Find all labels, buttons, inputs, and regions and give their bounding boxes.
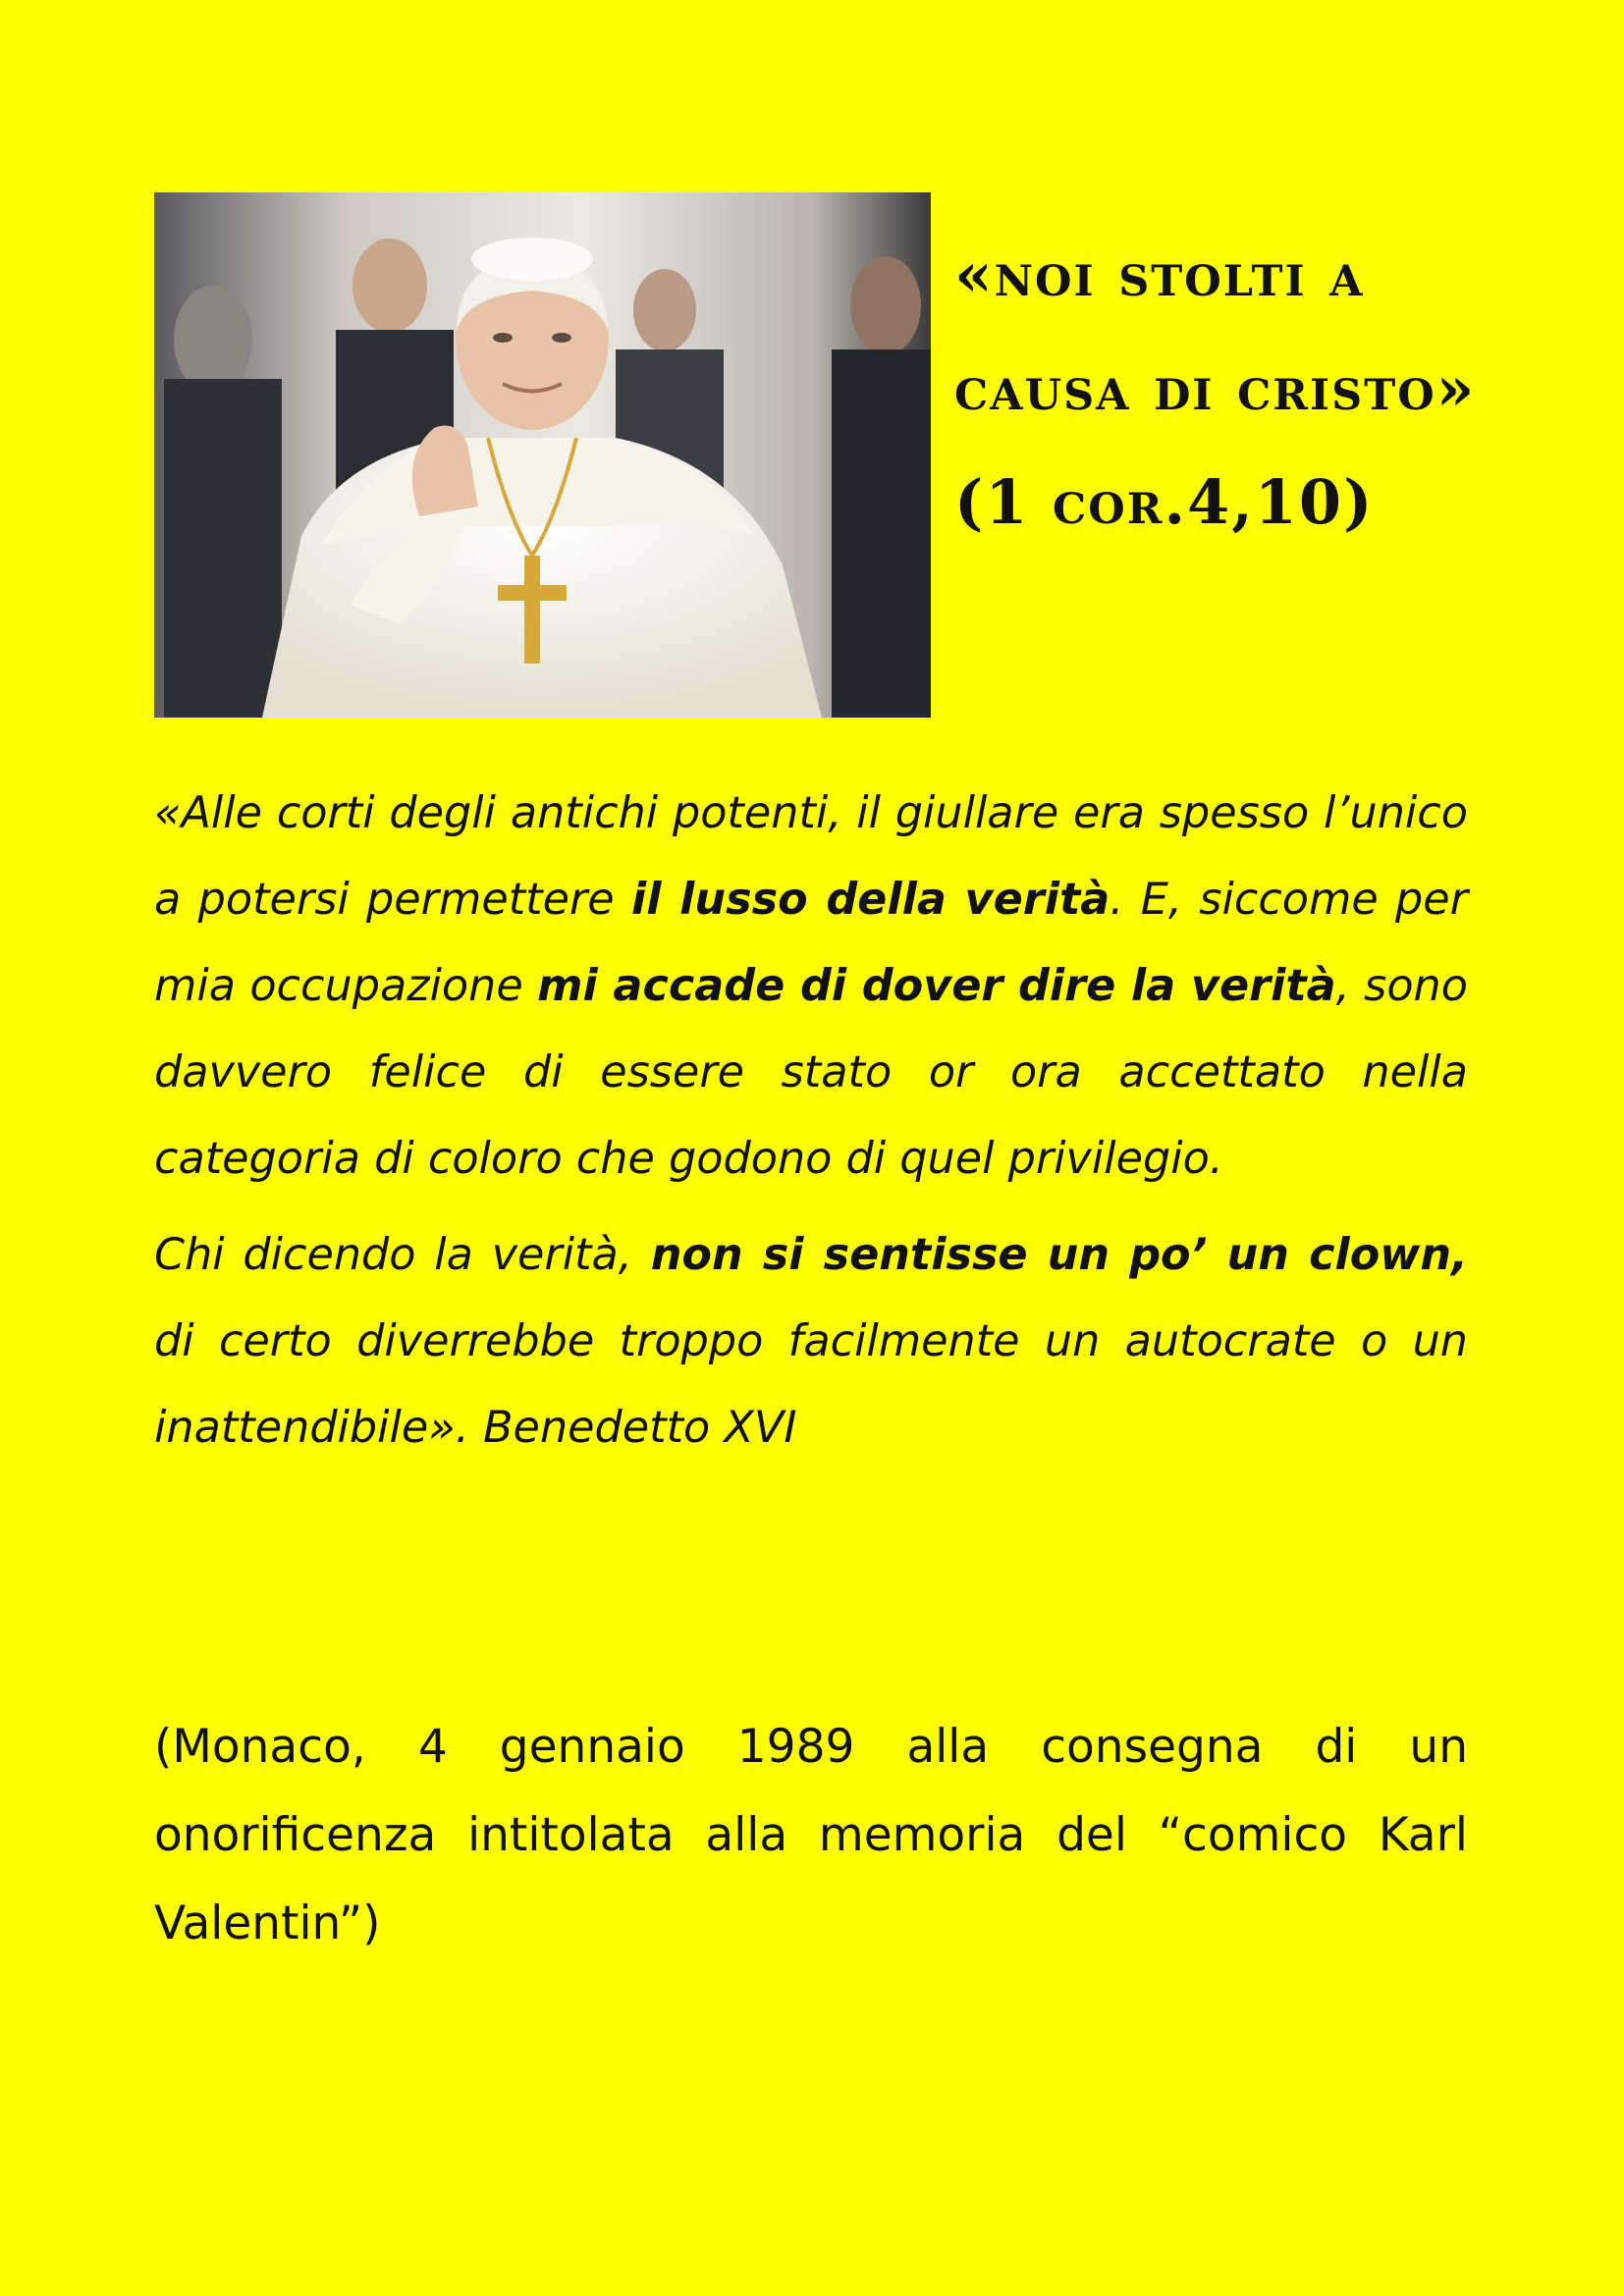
quote-paragraph-2 — [154, 1212, 1468, 1471]
quote-text: Chi dicendo la verità, — [154, 1230, 651, 1280]
quote-text: . E, siccome per mia occupazione — [154, 875, 1468, 1011]
citation-note: (Monaco, 4 gennaio 1989 alla consegna di un onorificenza intitolata alla memoria del “comico Karl Valentin”) — [154, 1720, 1468, 1950]
quote-emphasis: non si sentisse un po’ un clown, — [650, 1230, 1468, 1280]
quote-text: , sono davvero felice di essere stato or ora accettato nella categoria di coloro che godono di quel privilegio. — [154, 961, 1468, 1184]
page-title: «noi stolti a causa di cristo» (1 cor.4,10) — [954, 239, 1477, 538]
quote-emphasis: mi accade di dover dire la verità — [537, 961, 1336, 1011]
quote-paragraph-1 — [154, 771, 1468, 1202]
portrait-photo — [154, 192, 931, 718]
quote-emphasis: il lusso della verità — [630, 875, 1110, 925]
quote-text: di certo diverrebbe troppo facilmente un autocrate o un inattendibile». Benedetto XVI — [154, 1316, 1468, 1453]
portrait-image — [154, 192, 931, 718]
quote-block — [154, 771, 1468, 1481]
quote-text: «Alle corti degli antichi potenti, il giullare era spesso l’unico a potersi permettere — [154, 788, 1468, 925]
